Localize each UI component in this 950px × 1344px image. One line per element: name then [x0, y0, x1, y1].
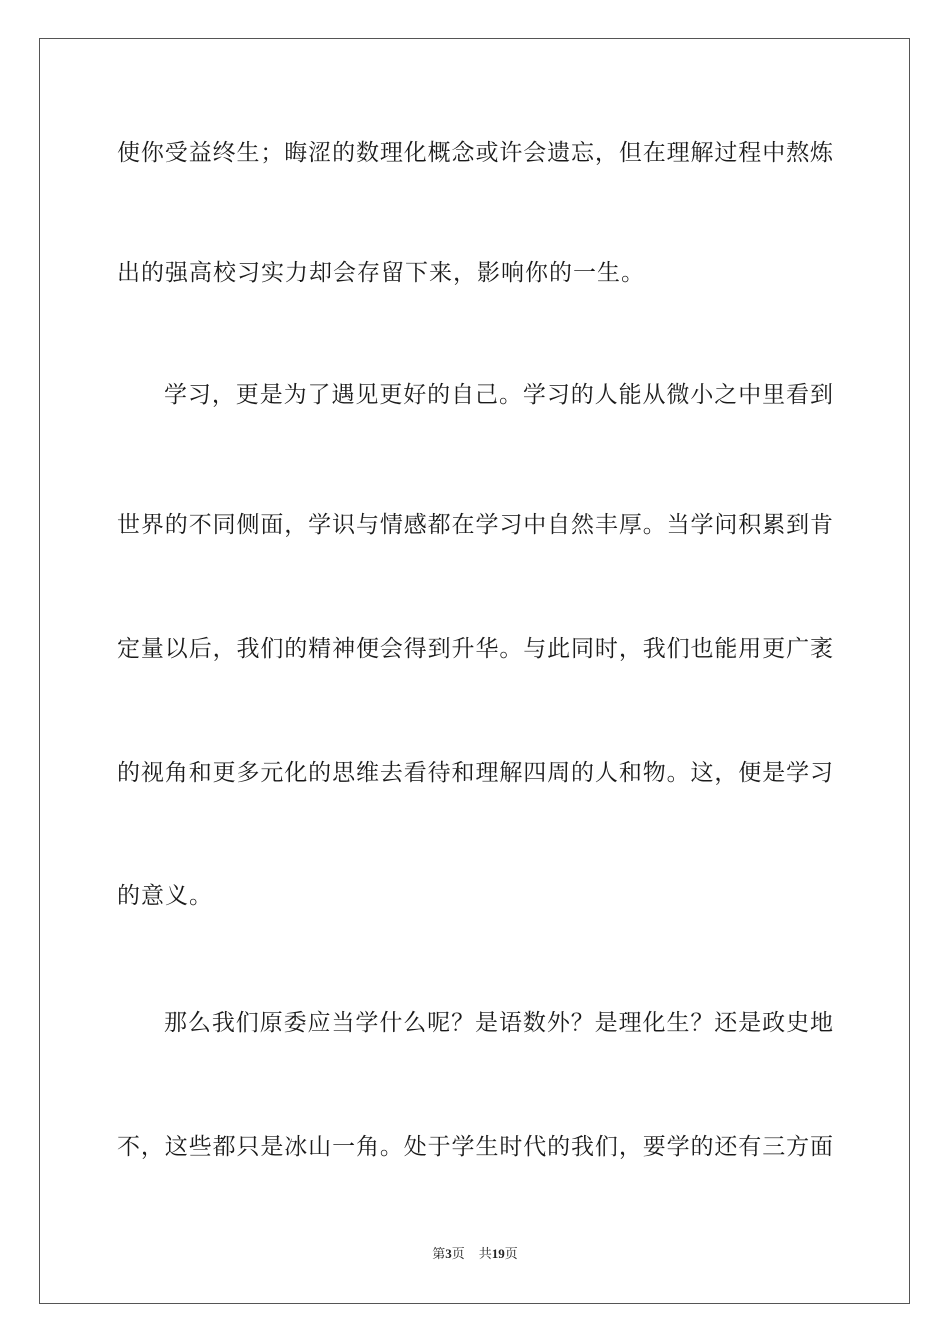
text-line-8: 那么我们原委应当学什么呢？是语数外？是理化生？还是政史地: [164, 1010, 833, 1036]
text-line-5: 定量以后，我们的精神便会得到升华。与此同时，我们也能用更广袤: [117, 636, 833, 662]
text-line-6: 的视角和更多元化的思维去看待和理解四周的人和物。这，便是学习: [117, 760, 833, 786]
text-line-2: 出的强高校习实力却会存留下来，影响你的一生。: [117, 260, 645, 286]
footer-total-number: 19: [491, 1246, 505, 1261]
footer-page-prefix: 第: [432, 1247, 446, 1262]
text-line-1: 使你受益终生；晦涩的数理化概念或许会遗忘，但在理解过程中熬炼: [117, 140, 833, 166]
footer-total-suffix: 页: [504, 1247, 518, 1262]
footer-total-prefix: 共: [478, 1247, 492, 1262]
page-border: [39, 38, 910, 1304]
text-line-9: 不，这些都只是冰山一角。处于学生时代的我们，要学的还有三方面: [117, 1134, 833, 1160]
text-line-3: 学习，更是为了遇见更好的自己。学习的人能从微小之中里看到: [164, 382, 833, 408]
text-line-7: 的意义。: [117, 883, 213, 909]
page-footer: [0, 1246, 950, 1263]
text-line-4: 世界的不同侧面，学识与情感都在学习中自然丰厚。当学问积累到肯: [117, 512, 833, 538]
footer-page-suffix: 页: [451, 1247, 465, 1262]
footer-page-number: 3: [445, 1246, 452, 1261]
